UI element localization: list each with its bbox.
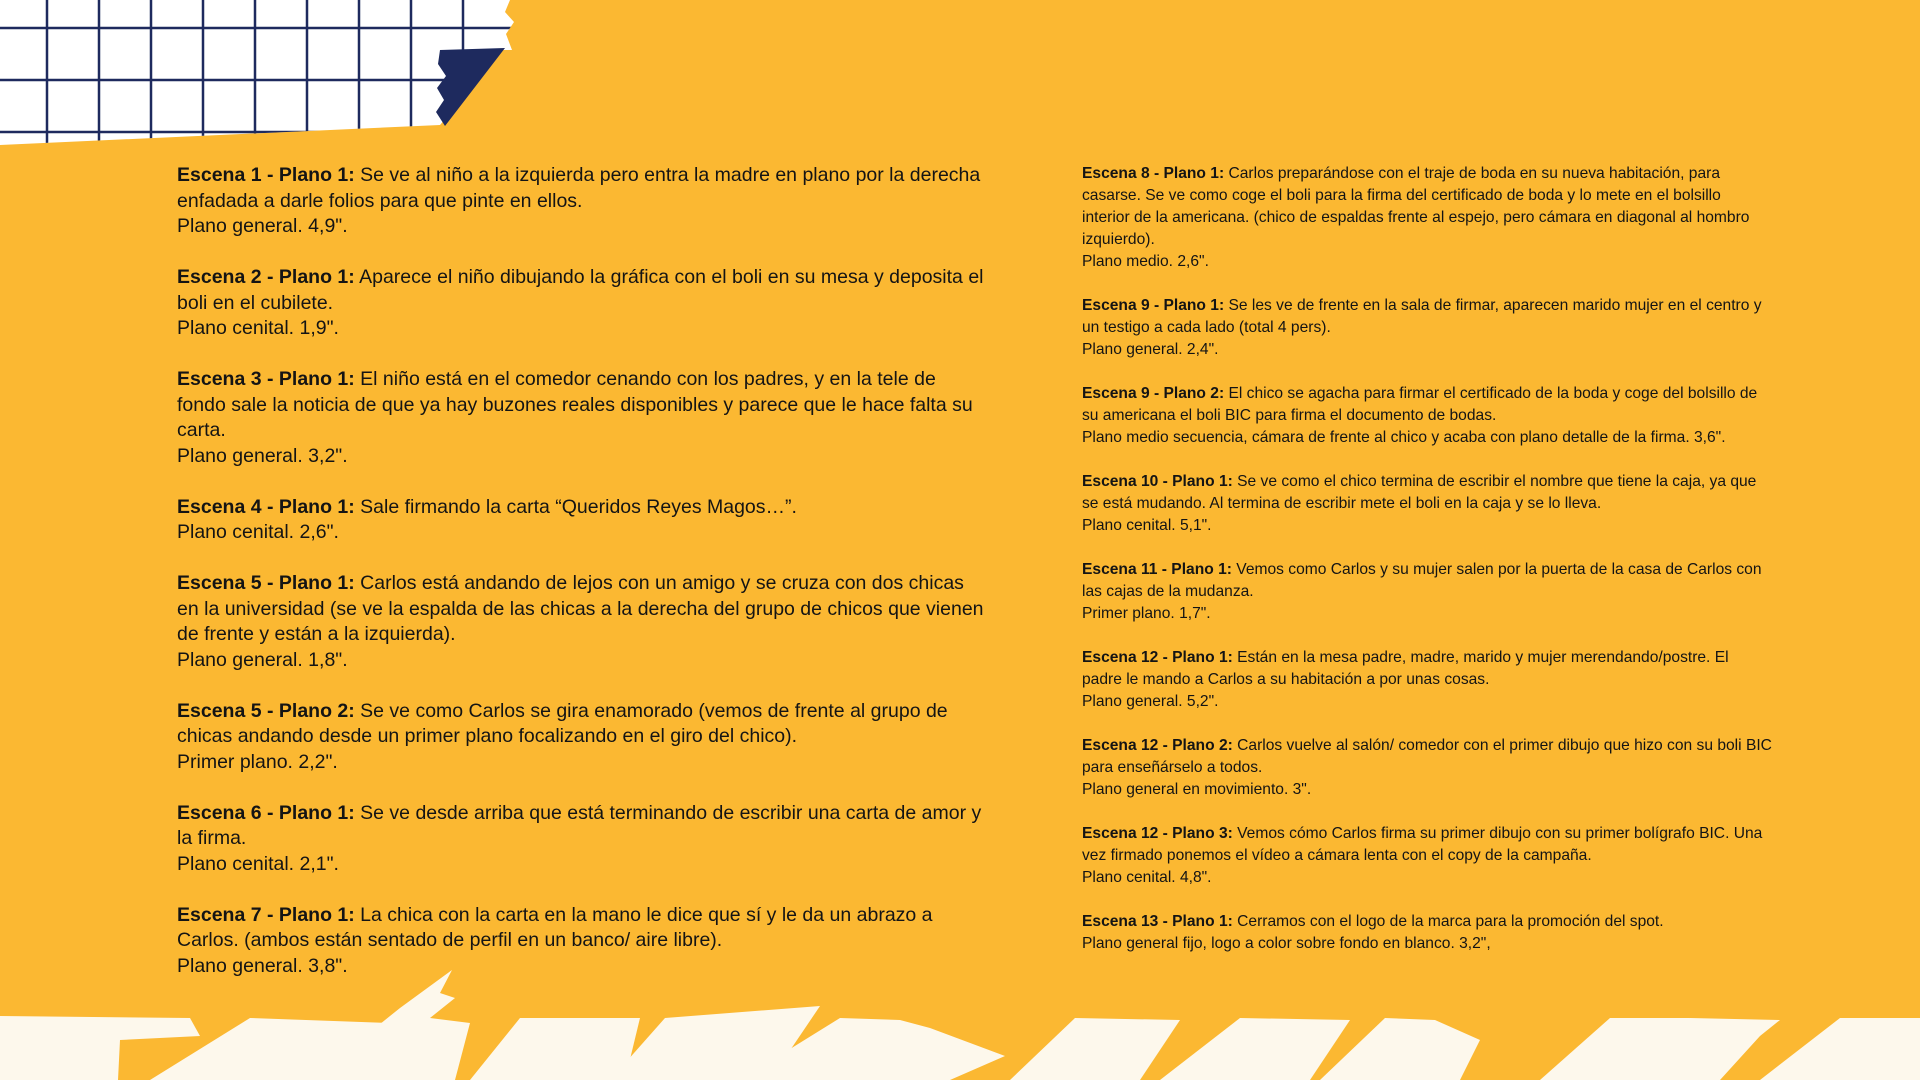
scene-heading: Escena 11 - Plano 1: — [1082, 561, 1232, 578]
scene-description: El chico se agacha para firmar el certificado de la boda y coge del bolsillo de su americana el boli BIC para firma el documento de bodas. — [1082, 385, 1758, 424]
shot-info: Plano cenital. 2,6". — [177, 521, 339, 543]
scene-heading: Escena 12 - Plano 2: — [1082, 737, 1233, 754]
scene-item — [177, 801, 987, 878]
shot-info: Plano general. 1,8". — [177, 648, 348, 671]
scene-item — [1082, 911, 1772, 955]
scene-description: Se les ve de frente en la sala de firmar, aparecen marido mujer en el centro y un testigo a cada lado (total 4 pers). — [1082, 297, 1762, 336]
scene-heading: Escena 12 - Plano 1: — [1082, 649, 1233, 666]
scene-item — [1082, 559, 1772, 625]
shot-info: Plano medio secuencia, cámara de frente al chico y acaba con plano detalle de la firma. 3,6". — [1082, 429, 1726, 446]
shot-info: Plano general. 2,4". — [1082, 341, 1219, 358]
shot-info: Plano general. 3,8". — [177, 954, 348, 977]
scene-description: Vemos cómo Carlos firma su primer dibujo con su primer bolígrafo BIC. Una vez firmado ponemos el vídeo a cámara lenta con el copy de la campaña. — [1082, 825, 1763, 864]
scene-description: Se ve como Carlos se gira enamorado (vemos de frente al grupo de chicas andando desde un primer plano focalizando en el giro del chico). — [177, 699, 948, 747]
scene-heading: Escena 5 - Plano 2: — [177, 699, 355, 722]
shot-info: Primer plano. 1,7". — [1082, 605, 1211, 622]
scene-heading: Escena 8 - Plano 1: — [1082, 165, 1225, 182]
shot-info: Plano general. 5,2". — [1082, 693, 1219, 710]
scene-heading: Escena 2 - Plano 1: — [177, 266, 355, 288]
scene-item — [177, 571, 987, 673]
shot-info: Plano general fijo, logo a color sobre fondo en blanco. 3,2", — [1082, 935, 1491, 952]
shot-info: Plano general en movimiento. 3". — [1082, 781, 1312, 798]
scene-item — [1082, 163, 1772, 273]
shot-info: Plano cenital. 4,8". — [1082, 869, 1212, 886]
scene-description: Vemos como Carlos y su mujer salen por la puerta de la casa de Carlos con las cajas de la mudanza. — [1082, 561, 1762, 600]
scene-description: Aparece el niño dibujando la gráfica con el boli en su mesa y deposita el boli en el cubilete. — [177, 266, 984, 314]
scene-item — [177, 163, 987, 240]
shot-info: Plano cenital. 1,9". — [177, 317, 339, 339]
scene-description: Están en la mesa padre, madre, marido y mujer merendando/postre. El padre le mando a Carlos a su habitación a por unas cosas. — [1082, 649, 1729, 688]
scene-description: Cerramos con el logo de la marca para la promoción del spot. — [1232, 913, 1664, 930]
scene-list-left — [177, 163, 987, 1005]
scene-heading: Escena 13 - Plano 1: — [1082, 913, 1233, 930]
bottom-decoration — [0, 968, 1920, 1080]
scene-heading: Escena 5 - Plano 1: — [177, 572, 355, 594]
scene-description: El niño está en el comedor cenando con los padres, y en la tele de fondo sale la noticia de que ya hay buzones reales disponibles y parece que le hace falta su carta. — [177, 368, 973, 441]
scene-item — [1082, 383, 1772, 449]
scene-description: Se ve desde arriba que está terminando de escribir una carta de amor y la firma. — [177, 801, 982, 849]
shot-info: Plano general. 3,2". — [177, 444, 348, 467]
scene-heading: Escena 1 - Plano 1: — [177, 164, 355, 186]
grid-paper-decoration — [0, 0, 530, 150]
scene-item — [177, 367, 987, 469]
scene-heading: Escena 7 - Plano 1: — [177, 903, 355, 926]
scene-description: La chica con la carta en la mano le dice que sí y le da un abrazo a Carlos. (ambos están sentado de perfil en un banco/ aire libre). — [177, 903, 933, 951]
scene-description: Se ve al niño a la izquierda pero entra la madre en plano por la derecha enfadada a darle folios para que pinte en ellos. — [177, 164, 981, 212]
scene-description: Se ve como el chico termina de escribir el nombre que tiene la caja, ya que se está mudando. Al termina de escribir mete el boli en la caja y se lo lleva. — [1082, 473, 1757, 512]
scene-description: Carlos está andando de lejos con un amigo y se cruza con dos chicas en la universidad (se ve la espalda de las chicas a la derecha del grupo de chicos que vienen de frente y están a la izquierda). — [177, 572, 984, 645]
shot-info: Primer plano. 2,2". — [177, 750, 338, 773]
scene-heading: Escena 10 - Plano 1: — [1082, 473, 1233, 490]
scene-heading: Escena 9 - Plano 2: — [1082, 385, 1225, 402]
scene-heading: Escena 12 - Plano 3: — [1082, 825, 1233, 842]
scene-list-right — [1082, 163, 1772, 977]
navy-corner-shape — [436, 48, 505, 126]
scene-item — [1082, 295, 1772, 361]
scene-description: Carlos preparándose con el traje de boda en su nueva habitación, para casarse. Se ve como coge el boli para la firma del certificado de boda y lo mete en el bolsillo interior de la americana. (chico de espaldas frente al espejo, pero cámara en diagonal al hombro izquierdo). — [1082, 165, 1750, 248]
scene-item — [1082, 647, 1772, 713]
scene-description: Sale firmando la carta “Queridos Reyes Magos…”. — [354, 495, 797, 518]
scene-heading: Escena 3 - Plano 1: — [177, 368, 355, 390]
scene-heading: Escena 6 - Plano 1: — [177, 801, 355, 824]
scene-item — [177, 699, 987, 776]
scene-item — [177, 265, 987, 342]
scene-item — [1082, 471, 1772, 537]
shot-info: Plano cenital. 5,1". — [1082, 517, 1212, 534]
scene-item — [1082, 735, 1772, 801]
scene-heading: Escena 9 - Plano 1: — [1082, 297, 1225, 314]
shot-info: Plano medio. 2,6". — [1082, 253, 1209, 270]
scene-item — [1082, 823, 1772, 889]
scene-description: Carlos vuelve al salón/ comedor con el primer dibujo que hizo con su boli BIC para enseñárselo a todos. — [1082, 737, 1772, 776]
scene-heading: Escena 4 - Plano 1: — [177, 495, 355, 518]
scene-item — [177, 495, 987, 546]
shot-info: Plano cenital. 2,1". — [177, 852, 339, 875]
shot-info: Plano general. 4,9". — [177, 215, 348, 237]
